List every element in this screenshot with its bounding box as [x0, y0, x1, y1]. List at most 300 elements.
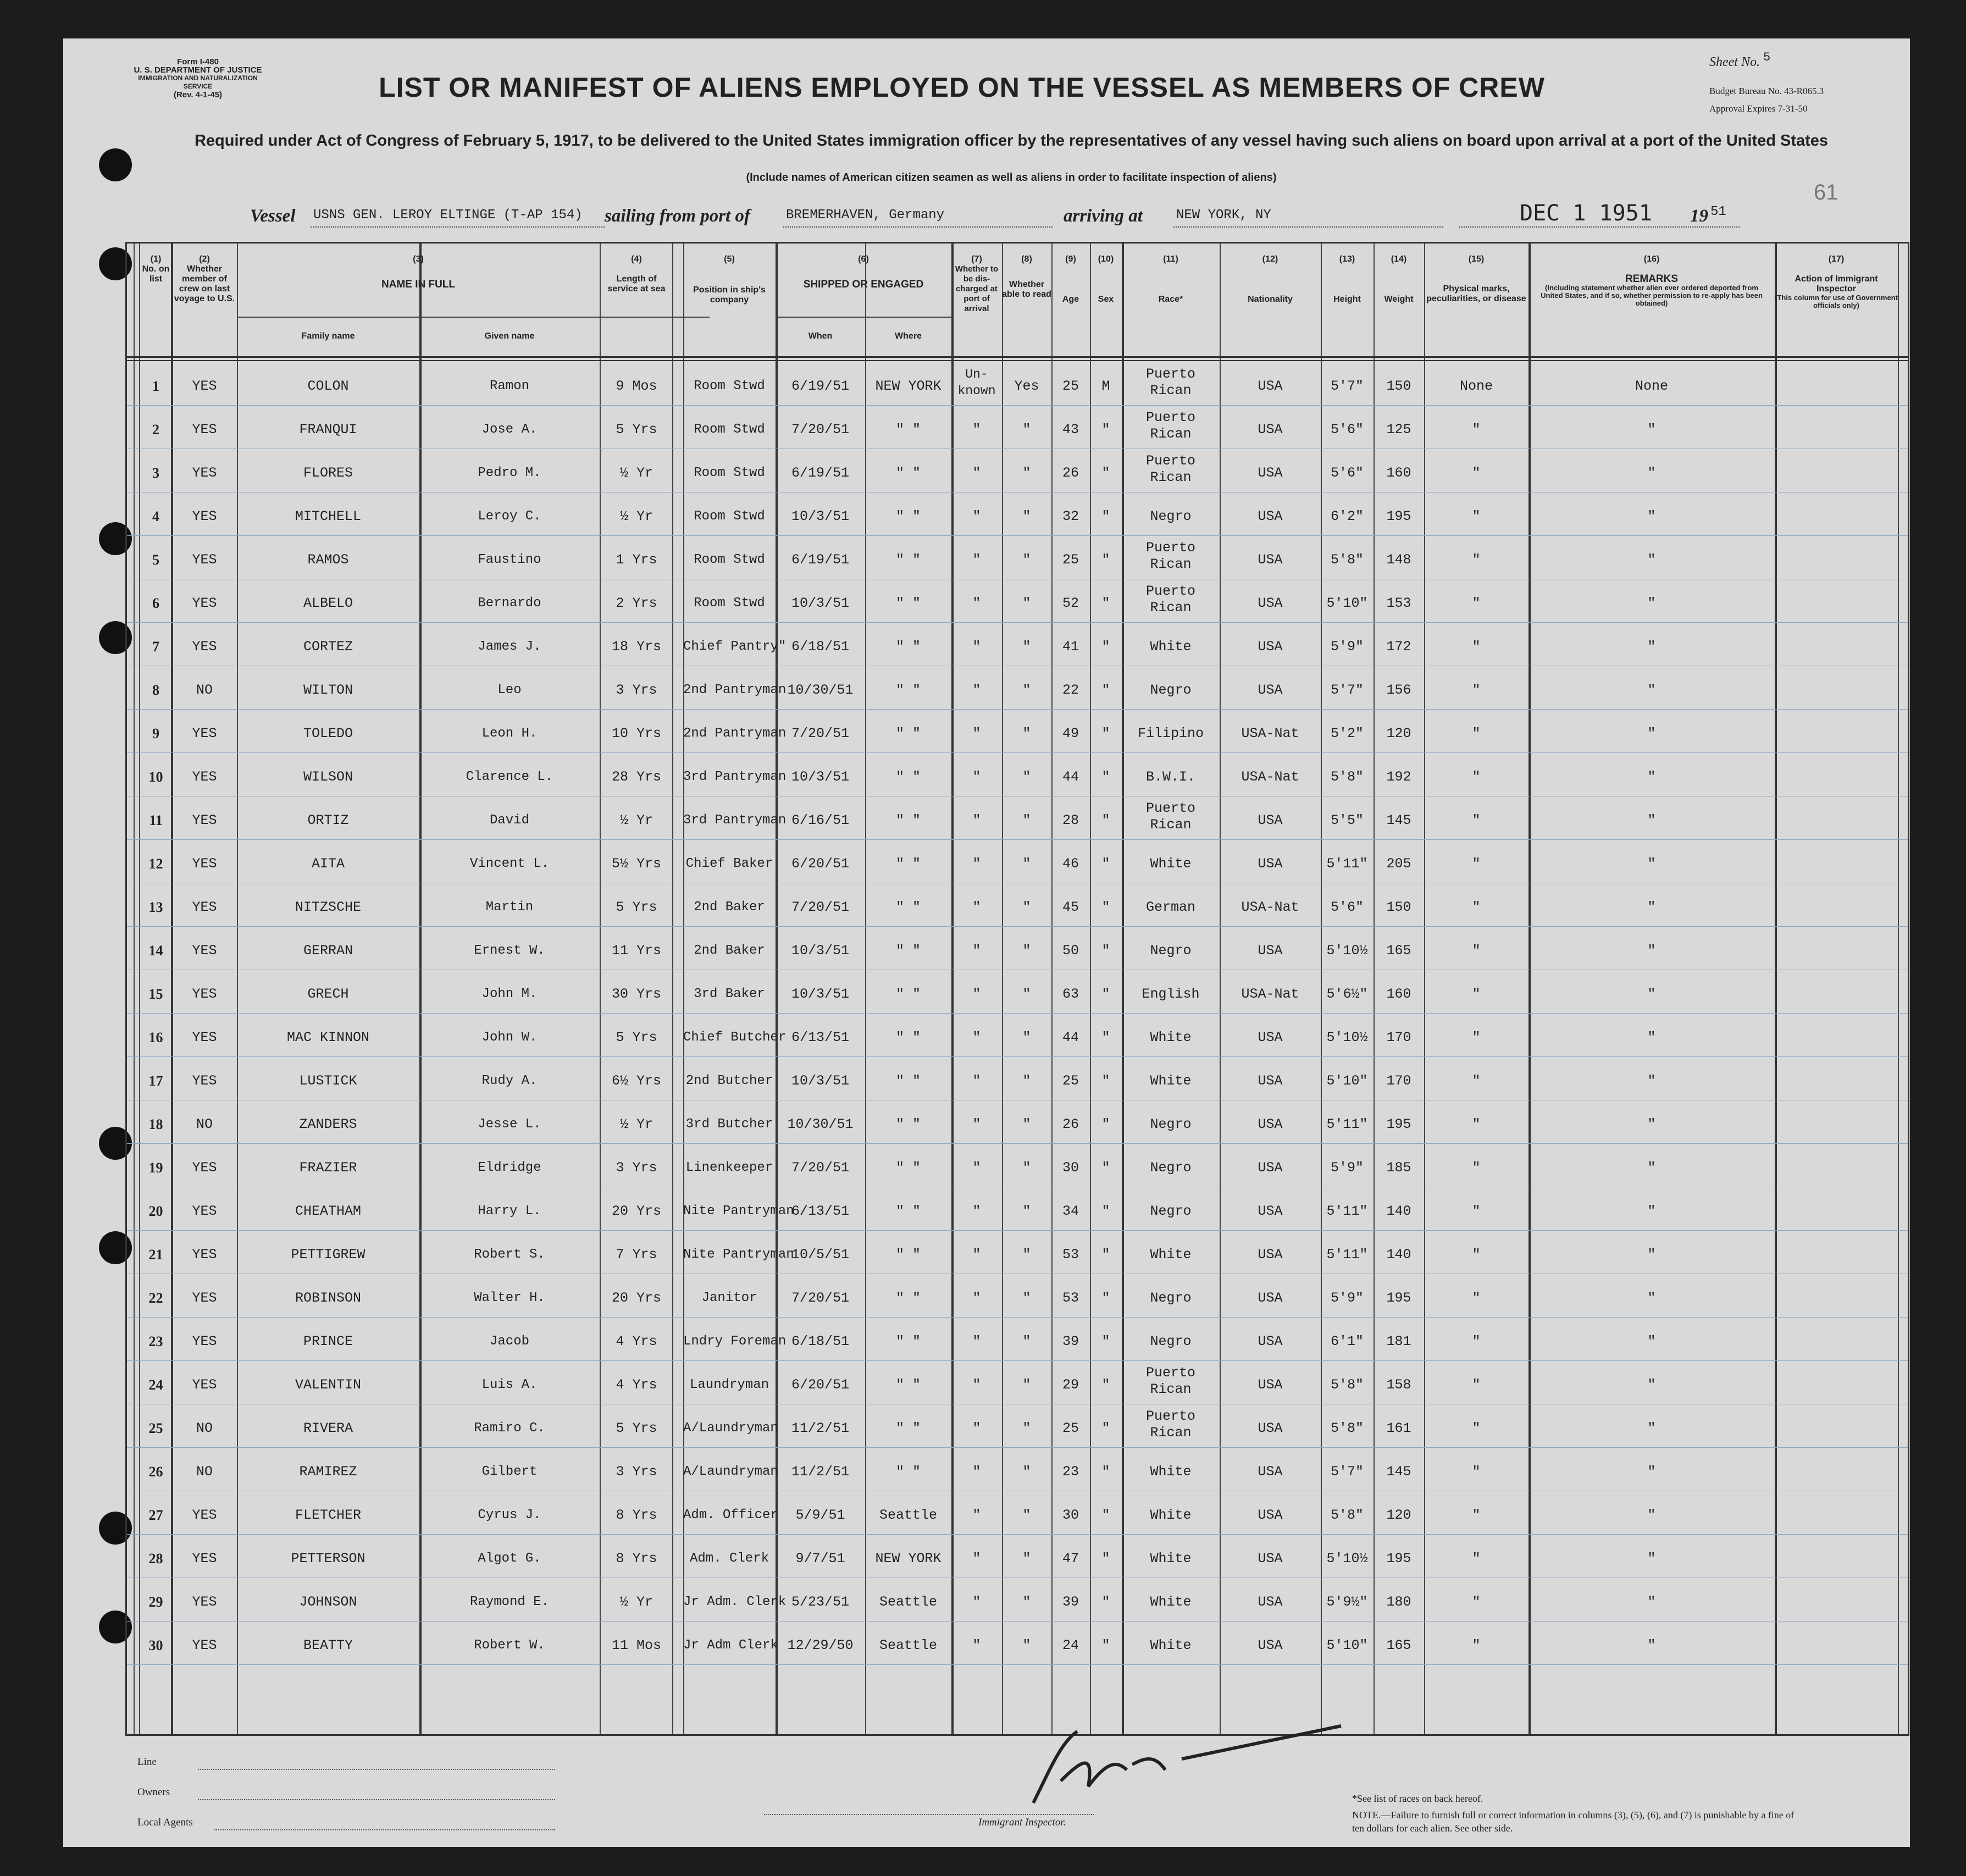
cell-nationality: USA	[1258, 1116, 1283, 1132]
cell-read: "	[1022, 1594, 1031, 1610]
cell-when: 10/3/51	[791, 769, 850, 785]
cell-when: 6/16/51	[791, 812, 850, 828]
cell-sex: "	[1101, 1160, 1110, 1176]
cell-no: 19	[148, 1160, 163, 1176]
cell-when: 6/19/51	[791, 465, 850, 481]
cell-height: 5'8"	[1330, 552, 1364, 568]
cell-weight: 195	[1386, 508, 1411, 524]
cell-given: Algot G.	[478, 1551, 541, 1566]
cell-marks: None	[1459, 378, 1493, 394]
col-race-header: (11) Race*	[1158, 254, 1183, 304]
cell-height: 6'1"	[1330, 1333, 1364, 1349]
cell-age: 30	[1062, 1507, 1079, 1523]
punch-hole	[99, 148, 132, 181]
cell-race: Negro	[1150, 508, 1192, 524]
cell-race: Negro	[1150, 1290, 1192, 1306]
cell-weight: 172	[1386, 639, 1411, 655]
col-position-header: (5) Position in ship's company	[693, 254, 766, 305]
cell-no: 24	[148, 1377, 163, 1393]
cell-service: 7 Yrs	[616, 1247, 657, 1263]
cell-service: 5 Yrs	[616, 899, 657, 915]
cell-nationality: USA	[1258, 378, 1283, 394]
cell-weight: 161	[1386, 1420, 1411, 1436]
cell-position: Jr Adm Clerk	[683, 1638, 778, 1653]
cell-weight: 140	[1386, 1247, 1411, 1263]
cell-read: "	[1022, 639, 1031, 655]
cell-when: 7/20/51	[791, 1160, 850, 1176]
cell-where: " "	[895, 1203, 921, 1219]
row-divider	[127, 1056, 1908, 1057]
cell-race: Puerto Rican	[1145, 453, 1195, 485]
vessel-label: Vessel	[250, 206, 296, 226]
cell-height: 5'10½	[1326, 943, 1368, 959]
cell-family: CORTEZ	[303, 639, 353, 655]
cell-nationality: USA	[1258, 508, 1283, 524]
cell-family: COLON	[307, 378, 349, 394]
cell-service: 9 Mos	[616, 378, 657, 394]
cell-where: " "	[895, 899, 921, 915]
cell-nationality: USA	[1258, 682, 1283, 698]
cell-service: 3 Yrs	[616, 1464, 657, 1480]
cell-when: 10/3/51	[791, 943, 850, 959]
cell-nationality: USA	[1258, 856, 1283, 872]
cell-where: " "	[895, 726, 921, 741]
cell-read: "	[1022, 726, 1031, 741]
cell-position: 2nd Baker	[694, 900, 765, 915]
cell-read: "	[1022, 1290, 1031, 1306]
cell-nationality: USA-Nat	[1241, 769, 1299, 785]
col-when-header: When	[808, 331, 833, 341]
cell-height: 5'6"	[1330, 422, 1364, 438]
cell-marks: "	[1472, 1551, 1481, 1567]
col-family-header: Family name	[301, 331, 355, 341]
cell-where: " "	[895, 1073, 921, 1089]
cell-service: ½ Yr	[619, 1594, 653, 1610]
cell-read: "	[1022, 1247, 1031, 1263]
cell-remarks: "	[1647, 986, 1656, 1002]
cell-sex: "	[1101, 1030, 1110, 1045]
cell-position: 2nd Baker	[694, 943, 765, 958]
cell-race: White	[1150, 1551, 1192, 1567]
cell-where: " "	[895, 1333, 921, 1349]
cell-family: RIVERA	[303, 1420, 353, 1436]
cell-remarks: "	[1647, 1290, 1656, 1306]
row-divider	[127, 1621, 1908, 1622]
cell-sex: "	[1101, 1420, 1110, 1436]
cell-read: "	[1022, 1073, 1031, 1089]
cell-service: 11 Yrs	[611, 943, 661, 959]
cell-when: 9/7/51	[795, 1551, 845, 1567]
cell-nationality: USA	[1258, 1247, 1283, 1263]
local-agents-label: Local Agents	[137, 1817, 193, 1828]
cell-read: "	[1022, 1551, 1031, 1567]
cell-crew: NO	[196, 1420, 213, 1436]
cell-marks: "	[1472, 1507, 1481, 1523]
cell-race: Negro	[1150, 1203, 1192, 1219]
cell-remarks: "	[1647, 508, 1656, 524]
col-given-header: Given name	[484, 331, 535, 341]
cell-discharged: "	[972, 1377, 981, 1393]
cell-family: CHEATHAM	[295, 1203, 362, 1219]
cell-given: Luis A.	[481, 1377, 538, 1392]
cell-race: White	[1150, 1073, 1192, 1089]
arriving-port: NEW YORK, NY	[1176, 208, 1271, 223]
budget-info: Budget Bureau No. 43-R065.3 Approval Expires 7-31-50	[1709, 86, 1824, 114]
cell-height: 5'10½	[1326, 1551, 1368, 1567]
cell-where: " "	[895, 1377, 921, 1393]
cell-service: 5 Yrs	[616, 1420, 657, 1436]
cell-weight: 120	[1386, 1507, 1411, 1523]
cell-service: 4 Yrs	[616, 1333, 657, 1349]
cell-marks: "	[1472, 1290, 1481, 1306]
cell-position: 2nd Butcher	[685, 1073, 773, 1088]
cell-when: 6/19/51	[791, 552, 850, 568]
cell-service: 28 Yrs	[611, 769, 661, 785]
cell-when: 10/30/51	[787, 1116, 854, 1132]
cell-discharged: "	[972, 1073, 981, 1089]
cell-nationality: USA	[1258, 1507, 1283, 1523]
cell-crew: NO	[196, 1116, 213, 1132]
cell-age: 63	[1062, 986, 1079, 1002]
cell-no: 5	[152, 552, 159, 568]
cell-crew: YES	[192, 378, 217, 394]
cell-marks: "	[1472, 682, 1481, 698]
fine-note: NOTE.—Failure to furnish full or correct information in columns (3), (5), (6), and (7) is punishable by a fine of ten dollars for each alien. See other side.	[1352, 1809, 1795, 1834]
cell-family: JOHNSON	[299, 1594, 357, 1610]
cell-where: " "	[895, 422, 921, 438]
cell-given: Martin	[485, 900, 534, 915]
cell-weight: 148	[1386, 552, 1411, 568]
cell-remarks: "	[1647, 1420, 1656, 1436]
cell-marks: "	[1472, 899, 1481, 915]
cell-family: TOLEDO	[303, 726, 353, 741]
cell-nationality: USA	[1258, 812, 1283, 828]
cell-height: 5'6"	[1330, 899, 1364, 915]
cell-age: 25	[1062, 1420, 1079, 1436]
cell-sex: "	[1101, 1116, 1110, 1132]
cell-family: ORTIZ	[307, 812, 349, 828]
cell-race: German	[1145, 899, 1195, 915]
cell-sex: "	[1101, 465, 1110, 481]
cell-family: RAMOS	[307, 552, 349, 568]
cell-sex: "	[1101, 943, 1110, 959]
cell-discharged: "	[972, 1333, 981, 1349]
cell-weight: 153	[1386, 595, 1411, 611]
cell-read: "	[1022, 552, 1031, 568]
cell-height: 5'7"	[1330, 378, 1364, 394]
cell-race: Puerto Rican	[1145, 800, 1195, 833]
cell-remarks: "	[1647, 465, 1656, 481]
cell-remarks: "	[1647, 552, 1656, 568]
cell-service: 3 Yrs	[616, 1160, 657, 1176]
cell-race: White	[1150, 856, 1192, 872]
cell-no: 10	[148, 769, 163, 785]
cell-nationality: USA	[1258, 1333, 1283, 1349]
cell-sex: "	[1101, 1247, 1110, 1263]
cell-crew: YES	[192, 422, 217, 438]
cell-sex: "	[1101, 769, 1110, 785]
cell-age: 34	[1062, 1203, 1079, 1219]
cell-read: "	[1022, 465, 1031, 481]
cell-discharged: "	[972, 1030, 981, 1045]
page-title: LIST OR MANIFEST OF ALIENS EMPLOYED ON THE VESSEL AS MEMBERS OF CREW	[379, 72, 1545, 103]
cell-when: 6/19/51	[791, 378, 850, 394]
col-service-header: (4) Length of service at sea	[607, 254, 666, 294]
cell-family: WILTON	[303, 682, 353, 698]
cell-discharged: "	[972, 1160, 981, 1176]
cell-service: 6½ Yrs	[611, 1073, 661, 1089]
cell-crew: YES	[192, 943, 217, 959]
cell-family: FRAZIER	[299, 1160, 357, 1176]
row-divider	[127, 1317, 1908, 1318]
cell-no: 9	[152, 726, 159, 741]
row-divider	[127, 1143, 1908, 1144]
cell-marks: "	[1472, 1160, 1481, 1176]
cell-family: NITZSCHE	[295, 899, 362, 915]
line-label: Line	[137, 1756, 157, 1768]
cell-age: 47	[1062, 1551, 1079, 1567]
cell-position: Jr Adm. Clerk	[683, 1595, 787, 1609]
cell-given: Cyrus J.	[478, 1508, 541, 1523]
cell-age: 28	[1062, 812, 1079, 828]
cell-height: 5'11"	[1326, 1247, 1368, 1263]
cell-race: Negro	[1150, 943, 1192, 959]
cell-family: GRECH	[307, 986, 349, 1002]
cell-sex: "	[1101, 1203, 1110, 1219]
cell-nationality: USA	[1258, 1464, 1283, 1480]
cell-service: 1 Yrs	[616, 552, 657, 568]
cell-crew: YES	[192, 1030, 217, 1045]
cell-race: Puerto Rican	[1145, 540, 1195, 572]
cell-marks: "	[1472, 1073, 1481, 1089]
cell-service: ½ Yr	[619, 812, 653, 828]
cell-marks: "	[1472, 508, 1481, 524]
cell-where: " "	[895, 1290, 921, 1306]
year-prefix: 19	[1690, 206, 1708, 226]
cell-marks: "	[1472, 639, 1481, 655]
cell-weight: 195	[1386, 1116, 1411, 1132]
row-divider	[127, 709, 1908, 710]
cell-marks: "	[1472, 1333, 1481, 1349]
cell-sex: "	[1101, 1594, 1110, 1610]
cell-position: 2nd Pantryman	[683, 726, 787, 741]
cell-age: 41	[1062, 639, 1079, 655]
cell-crew: YES	[192, 1160, 217, 1176]
cell-when: 10/30/51	[787, 682, 854, 698]
cell-weight: 150	[1386, 378, 1411, 394]
cell-weight: 180	[1386, 1594, 1411, 1610]
cell-weight: 192	[1386, 769, 1411, 785]
row-divider	[127, 839, 1908, 840]
cell-crew: YES	[192, 1594, 217, 1610]
cell-service: ½ Yr	[619, 508, 653, 524]
cell-crew: YES	[192, 1073, 217, 1089]
cell-race: Negro	[1150, 1116, 1192, 1132]
cell-no: 17	[148, 1073, 163, 1089]
col-no-header: (1) No. on list	[142, 254, 170, 284]
cell-sex: M	[1101, 378, 1110, 394]
cell-crew: YES	[192, 986, 217, 1002]
cell-crew: YES	[192, 508, 217, 524]
cell-no: 28	[148, 1551, 163, 1567]
cell-height: 5'10"	[1326, 595, 1368, 611]
cell-when: 5/23/51	[791, 1594, 850, 1610]
cell-age: 23	[1062, 1464, 1079, 1480]
col-read-header: (8) Whether able to read	[1002, 254, 1051, 299]
cell-no: 23	[148, 1333, 163, 1349]
cell-remarks: "	[1647, 1160, 1656, 1176]
cell-where: " "	[895, 769, 921, 785]
cell-position: A/Laundryman	[683, 1421, 778, 1436]
cell-remarks: "	[1647, 1116, 1656, 1132]
cell-no: 6	[152, 595, 159, 611]
cell-race: English	[1142, 986, 1200, 1002]
cell-age: 53	[1062, 1290, 1079, 1306]
cell-nationality: USA	[1258, 943, 1283, 959]
cell-nationality: USA	[1258, 1637, 1283, 1653]
cell-given: Jose A.	[481, 422, 538, 437]
cell-discharged: "	[972, 1247, 981, 1263]
cell-remarks: "	[1647, 1247, 1656, 1263]
cell-age: 26	[1062, 1116, 1079, 1132]
cell-discharged: "	[972, 1203, 981, 1219]
cell-age: 26	[1062, 465, 1079, 481]
col-marks-header: (15) Physical marks, peculiarities, or disease	[1426, 254, 1526, 303]
cell-discharged: "	[972, 1551, 981, 1567]
cell-where: NEW YORK	[875, 378, 942, 394]
cell-race: Negro	[1150, 1160, 1192, 1176]
cell-given: Jacob	[489, 1334, 529, 1349]
cell-discharged: "	[972, 726, 981, 741]
cell-marks: "	[1472, 422, 1481, 438]
cell-sex: "	[1101, 726, 1110, 741]
cell-marks: "	[1472, 986, 1481, 1002]
cell-height: 5'2"	[1330, 726, 1364, 741]
cell-service: 3 Yrs	[616, 682, 657, 698]
cell-discharged: Un-known	[957, 367, 996, 398]
cell-nationality: USA-Nat	[1241, 986, 1299, 1002]
cell-weight: 195	[1386, 1290, 1411, 1306]
cell-given: Rudy A.	[481, 1073, 538, 1088]
cell-when: 11/2/51	[791, 1464, 850, 1480]
cell-nationality: USA	[1258, 465, 1283, 481]
cell-given: Bernardo	[478, 596, 541, 611]
cell-when: 10/3/51	[791, 508, 850, 524]
cell-race: White	[1150, 1637, 1192, 1653]
cell-family: ZANDERS	[299, 1116, 357, 1132]
cell-given: Ernest W.	[474, 943, 545, 958]
col-remarks-header: (16) REMARKS (Including statement whether alien ever ordered deported from United States, and if so, whether permission to re-apply has been obtained)	[1541, 254, 1763, 307]
cell-service: ½ Yr	[619, 1116, 653, 1132]
cell-read: "	[1022, 595, 1031, 611]
cell-where: Seattle	[879, 1637, 938, 1653]
cell-given: Faustino	[478, 552, 541, 567]
cell-position: 3rd Butcher	[685, 1117, 773, 1132]
cell-sex: "	[1101, 508, 1110, 524]
cell-height: 5'8"	[1330, 769, 1364, 785]
cell-height: 5'10½	[1326, 1030, 1368, 1045]
cell-height: 5'9"	[1330, 639, 1364, 655]
cell-height: 5'6½"	[1326, 986, 1368, 1002]
cell-when: 10/3/51	[791, 986, 850, 1002]
cell-no: 7	[152, 639, 159, 655]
cell-position: 3rd Baker	[694, 987, 765, 1001]
cell-when: 10/3/51	[791, 1073, 850, 1089]
cell-where: " "	[895, 812, 921, 828]
cell-sex: "	[1101, 1637, 1110, 1653]
cell-crew: YES	[192, 1247, 217, 1263]
cell-crew: YES	[192, 595, 217, 611]
cell-nationality: USA	[1258, 1420, 1283, 1436]
cell-where: " "	[895, 465, 921, 481]
cell-age: 53	[1062, 1247, 1079, 1263]
cell-no: 26	[148, 1464, 163, 1480]
cell-sex: "	[1101, 856, 1110, 872]
cell-marks: "	[1472, 1420, 1481, 1436]
cell-discharged: "	[972, 899, 981, 915]
cell-marks: "	[1472, 812, 1481, 828]
cell-service: 5 Yrs	[616, 422, 657, 438]
cell-crew: YES	[192, 1290, 217, 1306]
cell-when: 5/9/51	[795, 1507, 845, 1523]
cell-position: Linenkeeper	[685, 1160, 773, 1175]
cell-nationality: USA	[1258, 1160, 1283, 1176]
cell-given: Walter H.	[474, 1291, 545, 1305]
cell-service: 20 Yrs	[611, 1290, 661, 1306]
cell-family: MAC KINNON	[286, 1030, 370, 1045]
cell-marks: "	[1472, 1116, 1481, 1132]
cell-read: "	[1022, 899, 1031, 915]
cell-marks: "	[1472, 465, 1481, 481]
cell-read: "	[1022, 682, 1031, 698]
cell-crew: YES	[192, 552, 217, 568]
cell-read: "	[1022, 1464, 1031, 1480]
cell-discharged: "	[972, 943, 981, 959]
cell-given: Raymond E.	[469, 1595, 550, 1609]
required-statement: Required under Act of Congress of February 5, 1917, to be delivered to the United States immigration officer by the representatives of any vessel having such aliens on board upon arrival at a port of the United States	[194, 132, 1829, 150]
cell-crew: YES	[192, 1507, 217, 1523]
cell-weight: 140	[1386, 1203, 1411, 1219]
cell-family: PETTERSON	[291, 1551, 365, 1567]
cell-position: A/Laundryman	[683, 1464, 778, 1479]
cell-race: White	[1150, 1030, 1192, 1045]
cell-discharged: "	[972, 595, 981, 611]
cell-crew: YES	[192, 812, 217, 828]
cell-where: " "	[895, 508, 921, 524]
cell-when: 6/20/51	[791, 1377, 850, 1393]
immigrant-inspector-label: Immigrant Inspector.	[978, 1817, 1066, 1828]
cell-sex: "	[1101, 899, 1110, 915]
cell-read: Yes	[1014, 378, 1039, 394]
crew-table	[125, 242, 1909, 1736]
cell-weight: 185	[1386, 1160, 1411, 1176]
cell-sex: "	[1101, 1290, 1110, 1306]
cell-when: 10/5/51	[791, 1247, 850, 1263]
cell-sex: "	[1101, 1073, 1110, 1089]
cell-read: "	[1022, 943, 1031, 959]
cell-marks: "	[1472, 1594, 1481, 1610]
cell-sex: "	[1101, 1507, 1110, 1523]
cell-given: Ramon	[489, 379, 529, 394]
cell-position: 2nd Pantryman	[683, 683, 787, 698]
cell-nationality: USA	[1258, 1377, 1283, 1393]
cell-remarks: "	[1647, 1637, 1656, 1653]
cell-marks: "	[1472, 1464, 1481, 1480]
cell-read: "	[1022, 1333, 1031, 1349]
cell-given: Robert S.	[474, 1247, 545, 1262]
col-crew-header: (2) Whether member of crew on last voyage to U.S.	[174, 254, 235, 303]
cell-given: Robert W.	[474, 1638, 545, 1653]
